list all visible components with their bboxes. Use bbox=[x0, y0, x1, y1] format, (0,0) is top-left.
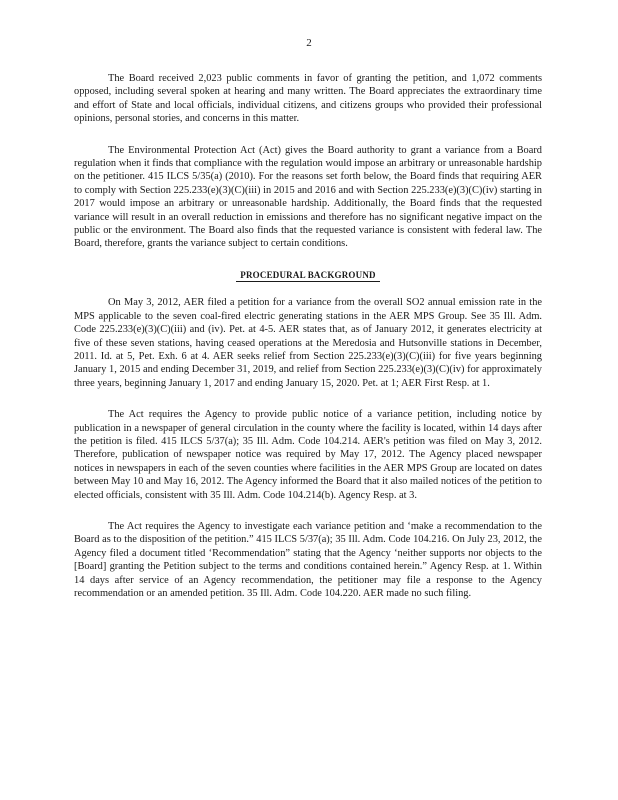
paragraph-public-comments: The Board received 2,023 public comments in favor of granting the petition, and 1,072 comments opposed, including several spoken at hearing and many written. The Board appreciates the extraordinary time and effort of State and local officials, individual citizens, and citizens groups who provided their professional opinions, personal stories, and concerns in this matter. bbox=[74, 73, 542, 125]
paragraph-public-notice: The Act requires the Agency to provide public notice of a variance petition, including notice by publication in a newspaper of general circulation in the county where the facility is located, within 14 days after the petition is filed. 415 ILCS 5/37(a); 35 Ill. Adm. Code 104.214. AER's petition was filed on May 3, 2012. Therefore, publication of newspaper notice was required by May 17, 2012. The Agency placed newspaper notices in newspapers in each of the seven counties where facilities in the AER MPS Group are located on dates between May 10 and May 16, 2012. The Agency informed the Board that it also mailed notices of the petition to elected officials, consistent with 35 Ill. Adm. Code 104.214(b). Agency Resp. at 3. bbox=[74, 409, 542, 501]
paragraph-agency-recommendation: The Act requires the Agency to investigate each variance petition and ‘make a recommendation to the Board as to the disposition of the petition.” 415 ILCS 5/37(a); 35 Ill. Adm. Code 104.216. On July 23, 2012, the Agency filed a document titled ‘Recommendation” stating that the Agency ‘neither supports nor objects to the [Board] granting the Petition subject to the terms and conditions contained herein.” Agency Resp. at 1. Within 14 days after service of an Agency recommendation, the petitioner may file a response to the Agency recommendation or an amended petition. 35 Ill. Adm. Code 104.220. AER made no such filing. bbox=[74, 520, 542, 599]
paragraph-petition-filing: On May 3, 2012, AER filed a petition for a variance from the overall SO2 annual emission rate in the MPS applicable to the seven coal-fired electric generating stations in the AER MPS Group. See 35 Ill. Adm. Code 225.233(e)(3)(C)(iii) and (iv). Pet. at 4-5. AER states that, as of January 2012, it generates electricity at five of these seven stations, having ceased operations at the Meredosia and Hutsonville stations in December, 2011. Id. at 5, Pet. Exh. 6 at 4. AER seeks relief from Section 225.233(e)(3)(C)(iii) for five years beginning January 1, 2015 and ending December 31, 2019, and relief from Section 225.233(e)(3)(C)(iv) for approximately three years, beginning January 1, 2017 and ending January 15, 2020. Pet. at 1; AER First Resp. at 1. bbox=[74, 297, 542, 389]
paragraph-board-authority: The Environmental Protection Act (Act) gives the Board authority to grant a variance from a Board regulation when it finds that compliance with the regulation would impose an arbitrary or unreasonable hardship on the petitioner. 415 ILCS 5/35(a) (2010). For the reasons set forth below, the Board finds that requiring AER to comply with Section 225.233(e)(3)(C)(iii) in 2015 and 2016 and with Section 225.233(e)(3)(C)(iv) starting in 2017 would impose an arbitrary or unreasonable hardship. Additionally, the Board finds that the requested variance will result in an overall reduction in emissions and therefore has no significant negative impact on the public or the environment. The Board also finds that the requested variance is consistent with federal law. The Board, therefore, grants the variance subject to certain conditions. bbox=[74, 144, 542, 250]
document-body bbox=[74, 72, 542, 618]
section-heading bbox=[74, 269, 542, 282]
page-number: 2 bbox=[306, 37, 312, 49]
section-heading-text: PROCEDURAL BACKGROUND bbox=[236, 270, 379, 282]
